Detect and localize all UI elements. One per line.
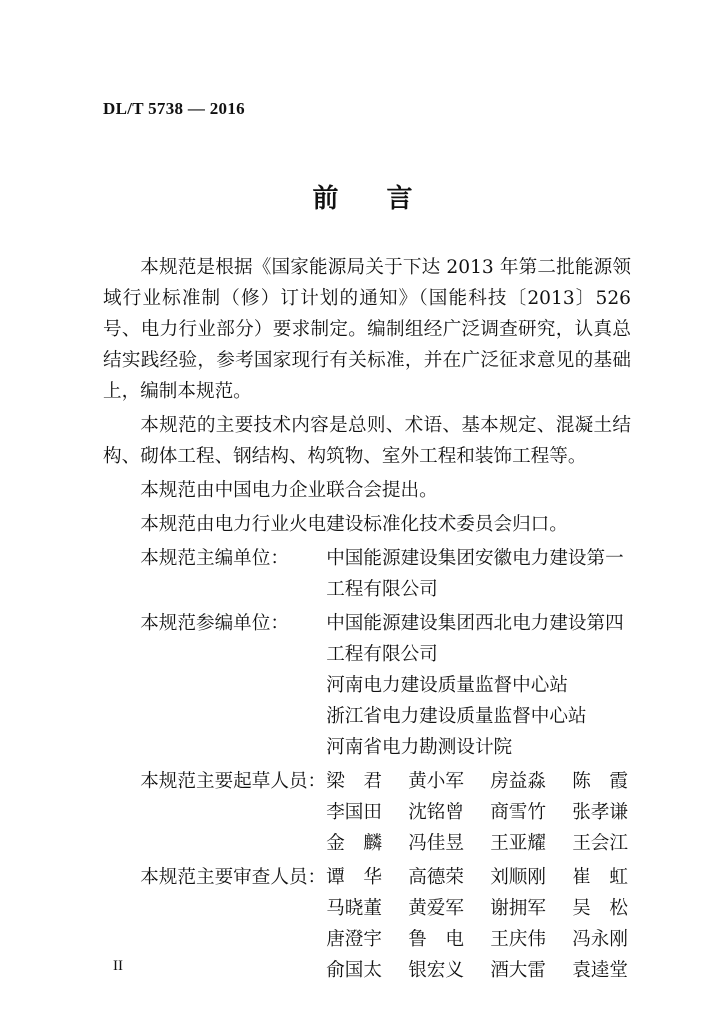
drafter-name: 沈铭曾 — [408, 802, 464, 823]
chief-unit-name: 中国能源建设集团安徽电力建设第一工程有限公司 — [326, 548, 624, 600]
drafter-name: 房益淼 — [490, 771, 546, 792]
standard-code: DL/T 5738 — 2016 — [103, 99, 245, 118]
drafter-name: 李国田 — [326, 802, 382, 823]
reviewers-label: 本规范主要审查人员： — [140, 867, 327, 888]
foreword-body — [103, 252, 631, 986]
paragraph-proposer: 本规范由中国电力企业联合会提出。 — [140, 480, 438, 501]
reviewer-name: 冯永刚 — [572, 929, 628, 950]
reviewers-block — [103, 862, 631, 986]
reviewer-name: 鲁 电 — [408, 929, 464, 950]
reviewer-name: 酒大雷 — [490, 960, 546, 981]
reviewer-name: 刘顺刚 — [490, 867, 546, 888]
reviewer-name: 黄爱军 — [408, 898, 464, 919]
page-number: II — [113, 958, 123, 974]
paragraph-basis: 本规范是根据《国家能源局关于下达 2013 年第二批能源领域行业标准制（修）订计划的通知》（国能科技〔2013〕526 号、电力行业部分）要求制定。编制组经广泛调查研究，认真总结实践经验，参考国家现行有关标准，并在广泛征求意见的基础上，编制本规范。 — [103, 257, 631, 402]
participating-unit-name: 河南省电力勘测设计院 — [326, 737, 513, 758]
reviewer-name: 崔 虹 — [572, 867, 628, 888]
reviewers-list — [326, 862, 648, 986]
page-title — [0, 178, 725, 215]
drafter-name: 冯佳昱 — [408, 833, 464, 854]
reviewer-name: 银宏义 — [408, 960, 464, 981]
participating-unit-name: 河南电力建设质量监督中心站 — [326, 675, 568, 696]
drafter-name: 商雪竹 — [490, 802, 546, 823]
reviewer-name: 王庆伟 — [490, 929, 546, 950]
title-char-1: 前 — [312, 184, 339, 214]
reviewer-name: 马晓董 — [326, 898, 382, 919]
reviewer-name: 袁逵堂 — [572, 960, 628, 981]
reviewer-name: 谢拥军 — [490, 898, 546, 919]
drafter-name: 张孝谦 — [572, 802, 628, 823]
drafters-block — [103, 766, 631, 859]
reviewer-name: 唐澄宇 — [326, 929, 382, 950]
participating-unit-name: 中国能源建设集团西北电力建设第四工程有限公司 — [326, 613, 624, 665]
drafter-name: 王会江 — [572, 833, 628, 854]
chief-unit-block — [103, 543, 631, 605]
drafter-name: 王亚耀 — [490, 833, 546, 854]
title-char-2: 言 — [386, 184, 413, 214]
drafter-name: 梁 君 — [326, 771, 382, 792]
drafter-name: 黄小军 — [408, 771, 464, 792]
participating-unit-name: 浙江省电力建设质量监督中心站 — [326, 706, 587, 727]
drafter-name: 金 麟 — [326, 833, 382, 854]
reviewer-name: 吴 松 — [572, 898, 628, 919]
participating-units-label: 本规范参编单位： — [140, 613, 289, 634]
chief-unit-label: 本规范主编单位： — [140, 548, 289, 569]
reviewer-name: 高德荣 — [408, 867, 464, 888]
reviewer-name: 俞国太 — [326, 960, 382, 981]
drafters-list — [326, 766, 648, 859]
paragraph-contents: 本规范的主要技术内容是总则、术语、基本规定、混凝土结构、砌体工程、钢结构、构筑物、室外工程和装饰工程等。 — [103, 415, 631, 467]
reviewer-name: 谭 华 — [326, 867, 382, 888]
drafters-label: 本规范主要起草人员： — [140, 771, 327, 792]
drafter-name: 陈 霞 — [572, 771, 628, 792]
paragraph-admin: 本规范由电力行业火电建设标准化技术委员会归口。 — [140, 514, 568, 535]
participating-units-block — [103, 608, 631, 763]
